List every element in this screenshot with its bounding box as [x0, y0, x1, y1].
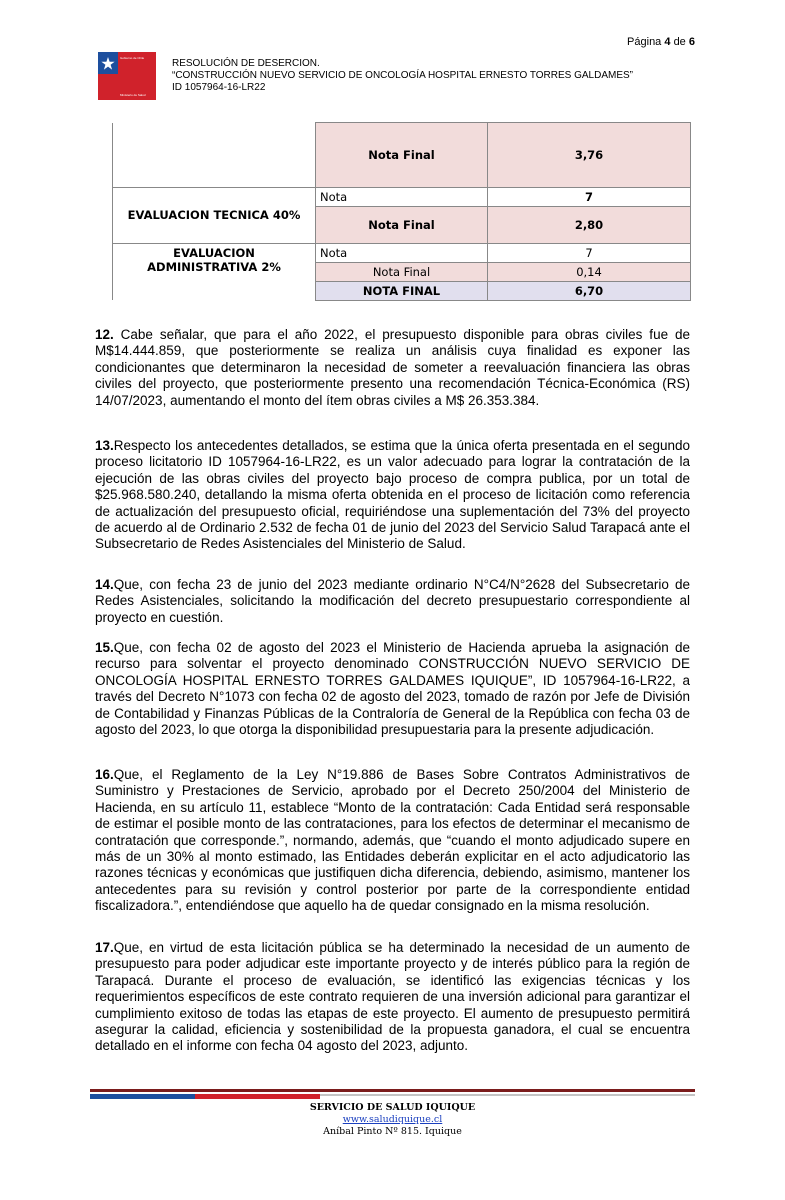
final-score-value: 3,76 — [488, 123, 691, 188]
admin-final-value: 0,14 — [488, 262, 691, 281]
footer-divider — [90, 1089, 695, 1092]
footer — [0, 1102, 785, 1138]
header-line-2: “CONSTRUCCIÓN NUEVO SERVICIO DE ONCOLOGÍA HOSPITAL ERNESTO TORRES GALDAMES” — [172, 70, 634, 81]
header-line-3: ID 1057964-16-LR22 — [172, 82, 266, 93]
footer-blue-stripe — [90, 1094, 195, 1099]
logo-text-top: Gobierno de Chile — [120, 56, 145, 60]
government-logo — [98, 52, 156, 100]
footer-url-link[interactable]: www.saludiquique.cl — [342, 1114, 443, 1125]
paragraph-14: 14.Que, con fecha 23 de junio del 2023 mediante ordinario N°C4/N°2628 del Subsecretario de Redes Asistenciales, solicitando la modificación del decreto presupuestario correspondiente al proyecto en cuestión. — [95, 577, 690, 625]
admin-eval-label: EVALUACION ADMINISTRATIVA 2% — [113, 243, 316, 300]
total-score-label: NOTA FINAL — [316, 281, 488, 300]
admin-final-label: Nota Final — [316, 262, 488, 281]
total-score-value: 6,70 — [488, 281, 691, 300]
paragraph-15: 15.Que, con fecha 02 de agosto del 2023 el Ministerio de Hacienda aprueba la asignación de recurso para solventar el proyecto denominado CONSTRUCCIÓN NUEVO SERVICIO DE ONCOLOGÍA HOSPITAL ERNESTO TORRES GALDAMES IQUIQUE”, ID 1057964-16-LR22, a través del Decreto N°1073 con fecha 02 de agosto del 2023, tomado de razón por Jefe de División de Contabilidad y Finanzas Públicas de la Contraloría de General de la República con fecha 03 de agosto del 2023, lo que otorga la disponibilidad presupuestaria para la presente adjudicación. — [95, 640, 690, 738]
logo-text-bottom: Ministerio de Salud — [120, 93, 146, 97]
footer-address: Aníbal Pinto Nº 815. Iquique — [323, 1126, 462, 1137]
table-row — [113, 123, 691, 188]
footer-red-stripe — [195, 1094, 320, 1099]
admin-grade-label: Nota — [316, 243, 488, 262]
table-row — [113, 187, 691, 206]
admin-grade-value: 7 — [488, 243, 691, 262]
technical-eval-label: EVALUACION TECNICA 40% — [113, 187, 316, 243]
page-number: Página 4 de 6 — [627, 36, 695, 48]
evaluation-table — [112, 122, 691, 301]
document-header — [172, 58, 633, 94]
paragraph-13: 13.Respecto los antecedentes detallados, se estima que la única oferta presentada en el segundo proceso licitatorio ID 1057964-16-LR22, es un valor adecuado para lograr la contratación de la ejecución de las obras civiles del proyecto bajo proceso de compra publica, por un total de $25.968.580.240, detallando la misma oferta obtenida en el proceso de licitación como referencia de actualización del presupuesto oficial, requiriéndose una suplementación del 73% del proyecto de acuerdo al de Ordinario 2.532 de fecha 01 de junio del 2023 del Servicio Salud Tarapacá ante el Subsecretario de Redes Asistenciales del Ministerio de Salud. — [95, 438, 690, 552]
technical-grade-value: 7 — [488, 187, 691, 206]
technical-grade-label: Nota — [316, 187, 488, 206]
paragraph-16: 16.Que, el Reglamento de la Ley N°19.886 de Bases Sobre Contratos Administrativos de Suministro y Prestaciones de Servicio, aprobado por el Decreto 250/2004 del Ministerio de Hacienda, en su artículo 11, establece “Monto de la contratación: Cada Entidad será responsable de estimar el posible monto de las contrataciones, para los efectos de determinar el mecanismo de contratación que corresponde.”, normando, además, que “cuando el monto adjudicado supere en más de un 30% al monto estimado, las Entidades deberán explicitar en el acto adjudicatorio las razones técnicas y económicas que justifiquen dicha diferencia, debiendo, asimismo, mantener los antecedentes para su revisión y control posterior por parte de la correspondiente entidad fiscalizadora.”, entendiéndose que aquello ha de quedar consignado en la misma resolución. — [95, 767, 690, 914]
header-line-1: RESOLUCIÓN DE DESERCION. — [172, 58, 320, 69]
paragraph-12: 12. Cabe señalar, que para el año 2022, el presupuesto disponible para obras civiles fue de M$14.444.859, que posteriormente se realiza un análisis cuya finalidad es exponer las condicionantes que determinaron la necesidad de someter a reevaluación financiera las obras civiles del proyecto, que posteriormente presento una recomendación Técnica-Económica (RS) 14/07/2023, aumentando el monto del ítem obras civiles a M$ 26.353.384. — [95, 327, 690, 408]
technical-final-label: Nota Final — [316, 206, 488, 243]
footer-org: SERVICIO DE SALUD IQUIQUE — [309, 1102, 476, 1113]
technical-final-value: 2,80 — [488, 206, 691, 243]
final-score-label: Nota Final — [316, 123, 488, 188]
table-row — [113, 243, 691, 262]
paragraph-17: 17.Que, en virtud de esta licitación pública se ha determinado la necesidad de un aumento de presupuesto para poder adjudicar este importante proyecto y de interés público para la región de Tarapacá. Durante el proceso de evaluación, se identificó las exigencias técnicas y los requerimientos específicos de este contrato requieren de una inversión adicional para garantizar el cumplimiento exitoso de todas las etapas de este proyecto. El aumento de presupuesto permitirá asegurar la calidad, eficiencia y sostenibilidad de la propuesta ganadora, el cual se encuentra detallado en el informe con fecha 04 agosto del 2023, adjunto. — [95, 940, 690, 1054]
